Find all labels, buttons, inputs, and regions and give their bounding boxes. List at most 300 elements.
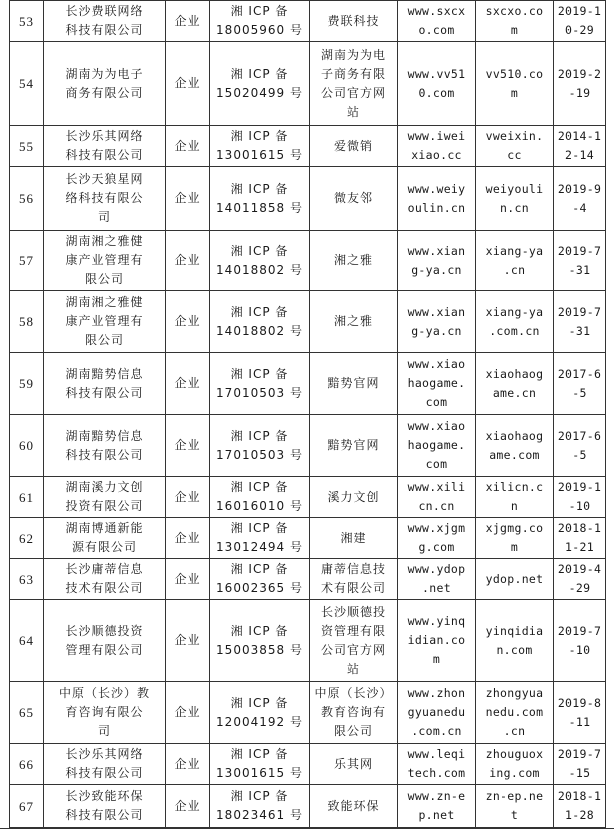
cell-icp-line: 湘 ICP 备 [230,480,289,494]
cell-site-name-line: 黯势官网 [327,376,380,390]
cell-domain-line: zn-ep.ne [485,789,544,803]
cell-url [398,744,476,785]
cell-company-line: 湖南黯势信息 [65,366,144,381]
cell-type: 企业 [166,1,210,42]
cell-icp-line: 15020499 号 [216,85,303,100]
cell-url-line: m [432,652,441,666]
table-row [10,682,606,744]
cell-site-name-line: 湘之雅 [333,253,373,267]
cell-url [398,167,476,231]
cell-site-name-line: 溪力文创 [327,489,380,504]
cell-company-line: 湖南湘之雅健 [65,234,144,248]
cell-url-line: www.xili [407,480,466,494]
cell-date-line: 2018-1 [557,521,602,535]
cell-url-line: www.xiao [407,419,466,433]
cell-date-line: -4 [572,200,587,215]
cell-number: 66 [10,744,44,785]
cell-type: 企业 [166,518,210,559]
cell-type: 企业 [166,600,210,682]
cell-company-line: 科技有限公司 [65,385,144,400]
cell-icp-line: 湘 ICP 备 [230,4,289,18]
table-row [10,744,606,785]
cell-date-line: -10 [568,642,591,657]
cell-date [554,559,606,600]
cell-type: 企业 [166,682,210,744]
cell-icp-line: 湘 ICP 备 [230,366,289,381]
table-body [10,1,606,828]
cell-company [44,291,166,353]
cell-company [44,785,166,828]
cell-date-line: -31 [568,323,591,338]
cell-company-line: 管理有限公司 [65,642,144,657]
table-row [10,353,606,415]
cell-url-line: www.leqi [407,747,466,761]
cell-date-line: 1-21 [565,540,594,554]
cell-site-name-line: 庸蒂信息技 [320,562,386,576]
cell-url [398,415,476,477]
cell-number: 56 [10,167,44,231]
cell-site-name-line: 湘之雅 [333,314,373,328]
table-row [10,785,606,828]
cell-domain-line: ame.cn [492,385,537,400]
cell-company-line: 司 [97,210,111,224]
cell-site-name-line: 黯势官网 [327,438,380,452]
cell-company [44,42,166,126]
cell-icp-line: 12004192 号 [216,714,303,729]
cell-domain-line: vv510.co [485,66,544,81]
cell-icp [210,126,310,167]
cell-domain-line: xjgmg.co [485,521,544,535]
cell-site-name [310,42,398,126]
cell-url [398,477,476,518]
cell-icp-line: 13012494 号 [216,540,303,554]
cell-number: 60 [10,415,44,477]
cell-domain-line: m [510,540,519,554]
cell-url-line: www.iwei [407,129,466,143]
cell-company-line: 科技有限公司 [65,808,144,822]
registration-table [9,0,606,828]
cell-company-line: 商务有限公司 [65,85,144,100]
cell-site-name-line: 站 [346,104,360,119]
cell-date-line: 2019-1 [557,480,602,494]
cell-company-line: 湖南黯势信息 [65,428,144,443]
cell-company-line: 长沙乐其网络 [65,747,144,761]
cell-company [44,600,166,682]
cell-site-name [310,600,398,682]
cell-icp-line: 14011858 号 [216,200,303,215]
cell-company [44,231,166,291]
cell-icp-line: 13001615 号 [216,148,303,162]
cell-date-line: -15 [568,766,591,780]
cell-date [554,42,606,126]
cell-icp-line: 16016010 号 [216,499,303,513]
cell-url [398,1,476,42]
cell-company-line: 长沙天狼星网 [65,172,144,186]
cell-site-name-line: 术有限公司 [320,581,386,595]
cell-domain-line: weiyouli [485,181,544,196]
cell-date-line: 2018-1 [557,789,602,803]
cell-url [398,231,476,291]
cell-icp-line: 16002365 号 [216,581,303,595]
cell-company-line: 康产业管理有 [65,253,144,267]
cell-company [44,477,166,518]
cell-site-name-line: 公司官方网 [320,642,386,657]
cell-domain-line: nedu.com [485,705,544,719]
cell-url [398,353,476,415]
cell-url-line: www.vv51 [407,66,466,81]
cell-url-line: xiao.cc [411,148,462,162]
cell-domain-line: cc [507,148,522,162]
cell-site-name-line: 湖南为为电 [320,47,386,62]
cell-company-line: 长沙顺德投资 [65,623,144,638]
cell-url-line: gyuanedu [407,705,466,719]
cell-type: 企业 [166,785,210,828]
table-row [10,518,606,559]
cell-domain-line: xiaohaog [485,366,544,381]
cell-url-line: www.weiy [407,181,466,196]
cell-icp [210,785,310,828]
cell-domain-line: t [510,808,519,822]
cell-number: 65 [10,682,44,744]
cell-domain [476,518,554,559]
cell-date [554,600,606,682]
cell-number: 64 [10,600,44,682]
cell-url-line: www.xjgm [407,521,466,535]
cell-company-line: 源有限公司 [71,540,137,554]
cell-url-line: com [425,457,448,471]
cell-date-line: 2019-7 [557,623,602,638]
table-row [10,231,606,291]
cell-type: 企业 [166,353,210,415]
cell-site-name [310,126,398,167]
cell-url-line: www.xian [407,243,466,258]
cell-date-line: -31 [568,262,591,277]
cell-icp [210,477,310,518]
cell-domain-line: xiaohaog [485,428,544,443]
cell-site-name-line: 公司官方网 [320,85,386,100]
cell-company-line: 康产业管理有 [65,314,144,328]
cell-url-line: haogame. [407,438,466,452]
cell-domain-line: sxcxo.co [485,4,544,18]
cell-number: 67 [10,785,44,828]
cell-domain-line: n.com [496,642,533,657]
cell-domain [476,600,554,682]
cell-icp-line: 湘 ICP 备 [230,243,289,258]
cell-icp-line: 湘 ICP 备 [230,562,289,576]
cell-date [554,477,606,518]
cell-icp-line: 15003858 号 [216,642,303,657]
table-row [10,559,606,600]
cell-url [398,518,476,559]
cell-date [554,744,606,785]
cell-number: 54 [10,42,44,126]
cell-date-line: 2019-7 [557,304,602,319]
cell-url [398,126,476,167]
cell-url-line: www.zhon [407,686,466,700]
cell-company [44,353,166,415]
cell-site-name-line: 费联科技 [327,13,380,28]
cell-icp [210,518,310,559]
cell-icp-line: 湘 ICP 备 [230,695,289,710]
cell-site-name-line: 教育咨询有 [320,705,386,719]
cell-domain-line: xiang-ya [485,304,544,319]
cell-type: 企业 [166,415,210,477]
cell-icp [210,231,310,291]
cell-site-name-line: 限公司 [333,724,373,738]
cell-company-line: 科技有限公司 [65,766,144,780]
cell-company-line: 长沙费联网络 [65,4,144,18]
cell-date-line: 2019-8 [557,695,602,710]
cell-icp-line: 湘 ICP 备 [230,66,289,81]
cell-icp [210,559,310,600]
cell-url-line: www.xiao [407,357,466,371]
cell-date-line: -19 [568,85,591,100]
cell-site-name-line: 长沙顺德投 [320,604,386,619]
cell-url-line: idian.co [407,633,466,647]
cell-company-line: 络科技有限公 [65,191,144,205]
cell-domain-line: ydop.net [485,571,544,586]
cell-company-line: 湖南博通新能 [65,521,144,535]
cell-type: 企业 [166,559,210,600]
cell-icp-line: 14018802 号 [216,262,303,277]
cell-date [554,518,606,559]
table-row [10,1,606,42]
cell-site-name [310,231,398,291]
cell-date-line: 2019-2 [557,66,602,81]
cell-icp [210,1,310,42]
cell-date [554,126,606,167]
cell-url [398,291,476,353]
cell-domain-line: m [510,23,519,37]
cell-domain [476,231,554,291]
cell-type: 企业 [166,744,210,785]
cell-company [44,415,166,477]
cell-date-line: 0-29 [565,23,594,37]
cell-domain-line: ame.com [489,447,540,462]
cell-domain-line: .com.cn [489,323,540,338]
cell-site-name [310,744,398,785]
cell-company [44,744,166,785]
cell-company-line: 科技有限公司 [65,148,144,162]
cell-domain-line: zhongyua [485,686,544,700]
cell-icp [210,42,310,126]
cell-site-name [310,291,398,353]
cell-date-line: -5 [572,385,587,400]
cell-date [554,291,606,353]
cell-icp [210,744,310,785]
table-row [10,167,606,231]
cell-domain-line: ing.com [489,766,540,780]
cell-site-name [310,353,398,415]
cell-site-name-line: 站 [346,661,360,676]
cell-icp-line: 18005960 号 [216,23,303,37]
cell-number: 62 [10,518,44,559]
cell-company-line: 技术有限公司 [65,581,144,595]
cell-icp-line: 17010503 号 [216,385,303,400]
cell-icp-line: 18023461 号 [216,808,303,822]
cell-icp-line: 湘 ICP 备 [230,521,289,535]
cell-site-name-line: 微友邻 [333,191,373,205]
cell-date [554,415,606,477]
cell-domain-line: .cn [503,262,526,277]
cell-icp-line: 13001615 号 [216,766,303,780]
cell-site-name [310,415,398,477]
cell-domain [476,291,554,353]
cell-company-line: 长沙致能环保 [65,789,144,803]
cell-site-name [310,477,398,518]
cell-number: 61 [10,477,44,518]
cell-url-line: g.com [418,540,455,554]
cell-site-name [310,682,398,744]
cell-date-line: 2019-7 [557,747,602,761]
cell-date-line: 2014-1 [557,129,602,143]
cell-company [44,1,166,42]
cell-date [554,167,606,231]
cell-site-name-line: 致能环保 [327,798,380,813]
cell-domain [476,1,554,42]
cell-icp [210,167,310,231]
cell-company-line: 科技有限公司 [65,447,144,462]
cell-date-line: 2017-6 [557,366,602,381]
cell-number: 59 [10,353,44,415]
cell-date-line: -10 [568,499,591,513]
cell-url-line: com [425,395,448,409]
cell-date-line: 2019-7 [557,243,602,258]
cell-domain-line: yinqidia [485,623,544,638]
cell-company-line: 湖南湘之雅健 [65,295,144,309]
cell-url-line: g-ya.cn [411,323,462,338]
cell-url-line: www.sxcx [407,4,466,18]
cell-number: 53 [10,1,44,42]
cell-url-line: .com.cn [411,724,462,738]
cell-url-line: .net [422,581,451,595]
cell-url-line: tech.com [407,766,466,780]
table-row [10,477,606,518]
cell-date-line: -5 [572,447,587,462]
cell-site-name-line: 乐其网 [333,756,373,771]
cell-icp-line: 湘 ICP 备 [230,129,289,143]
cell-url-line: oulin.cn [407,200,466,215]
cell-number: 55 [10,126,44,167]
cell-url-line: www.zn-e [407,789,466,803]
cell-domain [476,353,554,415]
cell-date-line: 2019-9 [557,181,602,196]
cell-url-line: p.net [418,808,455,822]
cell-type: 企业 [166,231,210,291]
cell-domain [476,559,554,600]
cell-icp-line: 湘 ICP 备 [230,789,289,803]
cell-date-line: 2017-6 [557,428,602,443]
cell-domain-line: zhouguox [485,747,544,761]
cell-domain-line: n.cn [500,200,529,215]
cell-url-line: g-ya.cn [411,262,462,277]
table-row [10,291,606,353]
bottom-rule [0,828,614,829]
cell-date-line: 1-28 [565,808,594,822]
cell-url-line: haogame. [407,376,466,390]
cell-date-line: 2019-1 [557,4,602,18]
cell-url [398,682,476,744]
cell-date [554,353,606,415]
cell-icp-line: 湘 ICP 备 [230,181,289,196]
cell-domain-line: .cn [503,724,526,738]
cell-domain-line: xiang-ya [485,243,544,258]
cell-company-line: 投资有限公司 [65,499,144,513]
cell-domain-line: n [510,499,519,513]
cell-number: 63 [10,559,44,600]
cell-url-line: www.yinq [407,614,466,628]
cell-site-name-line: 子商务有限 [320,66,386,81]
cell-site-name-line: 中原（长沙） [314,686,393,700]
cell-company [44,682,166,744]
cell-company-line: 司 [97,724,111,738]
cell-date [554,682,606,744]
cell-url-line: www.ydop [407,562,466,576]
cell-icp-line: 湘 ICP 备 [230,304,289,319]
cell-type: 企业 [166,477,210,518]
cell-site-name [310,518,398,559]
cell-url-line: o.com [418,23,455,37]
cell-date [554,785,606,828]
cell-domain-line: vweixin. [485,129,544,143]
cell-number: 57 [10,231,44,291]
cell-icp-line: 14018802 号 [216,323,303,338]
cell-company-line: 中原（长沙）教 [58,686,150,700]
cell-domain [476,167,554,231]
table-row [10,600,606,682]
cell-icp [210,291,310,353]
cell-company-line: 限公司 [84,272,124,286]
table-row [10,126,606,167]
cell-company-line: 科技有限公司 [65,23,144,37]
cell-icp-line: 湘 ICP 备 [230,428,289,443]
cell-site-name [310,559,398,600]
cell-site-name-line: 湘建 [340,530,367,545]
cell-company-line: 湖南溪力文创 [65,480,144,494]
table-row [10,42,606,126]
cell-icp [210,682,310,744]
cell-number: 58 [10,291,44,353]
cell-date-line: -11 [568,714,591,729]
cell-domain [476,477,554,518]
cell-site-name-line: 资管理有限 [320,623,386,638]
cell-domain [476,126,554,167]
cell-company [44,518,166,559]
cell-icp [210,353,310,415]
cell-icp-line: 湘 ICP 备 [230,623,289,638]
cell-icp-line: 湘 ICP 备 [230,747,289,761]
cell-site-name [310,1,398,42]
cell-url-line: 0.com [418,85,455,100]
cell-type: 企业 [166,126,210,167]
cell-icp [210,600,310,682]
cell-company [44,126,166,167]
cell-icp [210,415,310,477]
cell-url [398,785,476,828]
cell-date [554,231,606,291]
cell-domain [476,415,554,477]
cell-url [398,42,476,126]
cell-company-line: 长沙庸蒂信息 [65,562,144,576]
cell-site-name [310,785,398,828]
cell-company-line: 限公司 [84,333,124,347]
cell-company [44,167,166,231]
cell-company [44,559,166,600]
cell-url-line: www.xian [407,304,466,319]
cell-site-name [310,167,398,231]
cell-type: 企业 [166,291,210,353]
cell-url [398,600,476,682]
